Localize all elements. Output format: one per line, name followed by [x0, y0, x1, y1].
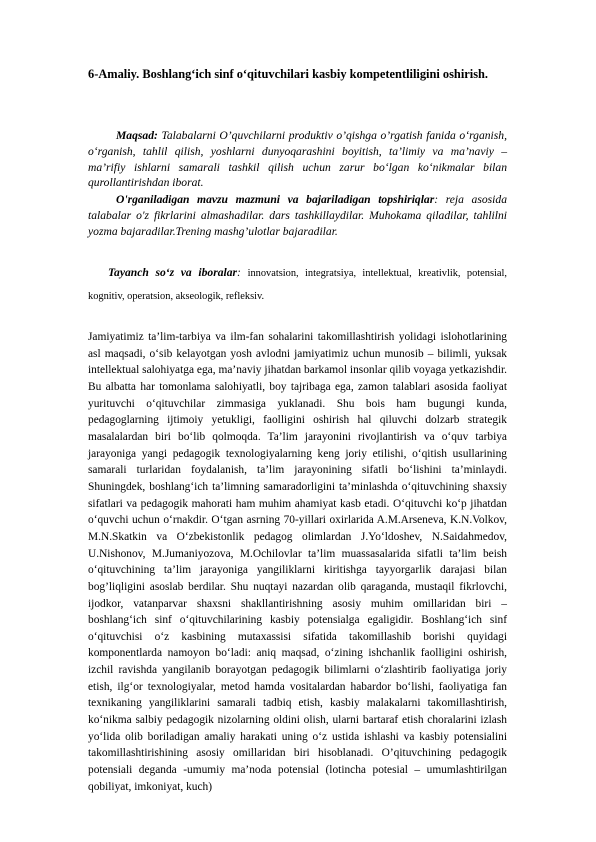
tasks-paragraph: [88, 192, 507, 239]
aim-paragraph: [88, 128, 507, 191]
tasks-text: : reja asosida talabalar o'z fikrlarini almashadilar. dars tashkillaydilar. Muhokama qiladilar, tahlilni yozma bajaradilar.Trening mashg’ulotlar bajaradilar.: [88, 193, 507, 238]
tasks-label: O'rganiladigan mavzu mazmuni va bajariladigan topshiriqlar: [116, 193, 435, 206]
keywords-label: Tayanch so‘z va iboralar: [108, 266, 238, 279]
keywords-paragraph: [88, 262, 507, 308]
aim-text: Talabalarni O’quvchilarni produktiv o’qishga o’rgatish fanida o‘rganish, o‘rganish, tahlil qilish, yoshlarni dunyoqarashini boyitish, ta’limiy va ma’naviy – ma’rifiy ishlarni samarali tashkil qilish uchun zarur bo‘lgan ko‘nikmalar bilan qurollantirishdan iborat.: [88, 129, 507, 190]
page-title: 6-Amaliy. Boshlang‘ich sinf o‘qituvchilari kasbiy kompetentliligini oshirish.: [88, 67, 489, 81]
keywords-colon: :: [237, 266, 241, 279]
aim-label: Maqsad:: [116, 129, 158, 142]
keywords-text: innovatsion, integratsiya, intellektual, kreativlik, potensial, kognitiv, operatsion, akseologik, refleksiv.: [88, 268, 507, 302]
body-paragraph: Jamiyatimiz ta’lim-tarbiya va ilm-fan sohalarini takomillashtirish yolidagi islohotlarining asl maqsadi, o‘sib kelayotgan yosh avlodni jamiyatimiz uchun munosib – bilimli, yuksak intellektual salohiyatga ega, ma’naviy jihatdan barkamol insonlar qilib voyaga yetkazishdir. Bu albatta har tomonlama salohiyatli, boy tajribaga ega, zamon talablari asosida faoliyat yurituvchi o‘qituvchilar zimmasiga yuklanadi. Shu bois ham bugungi kunda, pedagoglarning ijtimoiy yetukligi, faolligini oshirish hal qiluvchi dolzarb strategik masalalardan biri bo‘lib qolmoqda. Ta’lim jarayonini rivojlantirish va o‘quv tarbiya jarayoniga yangi pedagogik texnologiyalarning keng joriy etilishi, o‘qitish usullarining samarali turlaridan foydalanish, ta’lim jarayonining sifatli bo‘lishini ta’minlaydi. Shuningdek, boshlang‘ich ta’limning samaradorligini ta’minlashda o‘qituvchining shaxsiy sifatlari va pedagogik mahorati ham muhim ahamiyat kasb etadi. O‘qituvchi ko‘p jihatdan o‘quvchi uchun o‘rnakdir. O‘tgan asrning 70-yillari oxirlarida A.M.Arseneva, K.N.Volkov, M.N.Skatkin va O‘zbekistonlik pedagog olimlardan J.Yo‘ldoshev, N.Saidahmedov, U.Nishonov, M.Jumaniyozova, M.Ochilovlar ta’lim muassasalarida sifatli ta’lim beish o‘qituvchining ta’lim jarayoniga yangiliklarni kiritishga tayyorgarlik darajasi bilan bog’liqligini asoslab berdilar. Shu nuqtayi nazardan olib qaraganda, mustaqil fikrlovchi, ijodkor, vatanparvar shaxsni shakllantirishning asosiy muhim omillaridan biri – boshlang‘ich sinf o‘qituvchilarining kasbiy potensialga egaligidir. Boshlang‘ich sinf o‘qituvchisi o‘z kasbining mutaxassisi sifatida takomillashib borishi quyidagi komponentlarda namoyon bo‘ladi: aniq maqsad, o‘zining ishchanlik faolligini oshirish, izchil ravishda yangilanib borayotgan pedagogik bilimlarni o‘zlashtirib faoliyatiga joriy etish, ilg‘or texnologiyalar, metod hamda vositalardan habardor bo‘lishi, faoliyatiga fan texnikaning yangiliklarini samarali tadbiq etish, kasbiy malakalarni takomillashtirish, ko‘nikma salbiy pedagogik nizolarning oldini olish, ularni bartaraf etish choralarini izlash yo‘lida olib boriladigan amaliy harakati uning o‘z ustida ishlashi va kasbiy potensialini takomillashtirishining asosiy omillaridan biri hisoblanadi. O’qituvchining pedagogik potensiali deganda -umumiy ma’noda potensial (lotincha potesial – umumlashtirilgan qobiliyat, imkoniyat, kuch): [88, 331, 507, 793]
